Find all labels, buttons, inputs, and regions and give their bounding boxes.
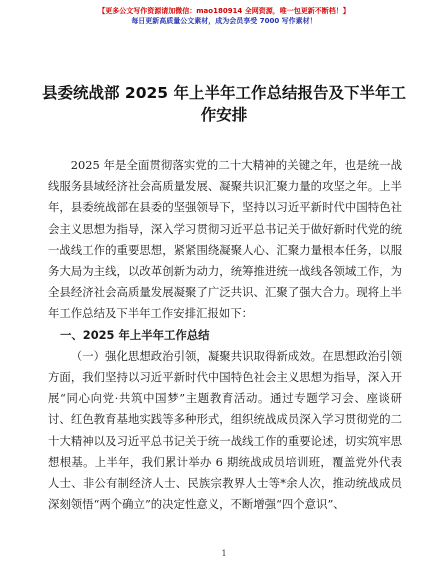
section-1-paragraph: （一）强化思想政治引领，凝聚共识取得新成效。在思想政治引领方面，我们坚持以习近平新时代中国特色社会主义思想为指导，深入开展“同心向党·共筑中国梦”主题教育活动。通过专题学习会、座谈研讨、红色教育基地实践等多种形式，组织统战成员深入学习贯彻党的二十大精神以及习近平总书记关于统一战线工作的重要论述，切实筑牢思想根基。上半年，我们累计举办 6 期统战成员培训班，覆盖党外代表人士、非公有制经济人士、民族宗教界人士等*余人次，推动统战成员深刻领悟“两个确立”的决定性意义，不断增强“四个意识”、 bbox=[48, 348, 402, 512]
section-heading-1: 一、2025 年上半年工作总结 bbox=[60, 327, 210, 342]
banner-line-2: 每日更新高质量公文素材，成为会员享受 7000 写作素材！ bbox=[131, 17, 317, 25]
intro-paragraph: 2025 年是全面贯彻落实党的二十大精神的关键之年，也是统一战线服务县域经济社会高质量发展、凝聚共识汇聚力量的攻坚之年。上半年，县委统战部在县委的坚强领导下，坚持以习近平新时代中国特色社会主义思想为指导，深入学习贯彻习近平总书记关于做好新时代党的统一战线工作的重要思想，紧紧围绕凝聚人心、汇聚力量根本任务，以服务大局为主线，以改革创新为动力，统筹推进统一战线各领域工作，为全县经济社会高质量发展凝聚了广泛共识、汇聚了强大合力。现将上半年工作总结及下半年工作安排汇报如下： bbox=[48, 158, 402, 321]
document-body bbox=[48, 155, 402, 515]
header-banner bbox=[0, 6, 448, 26]
banner-line-1: 【更多公文写作资源请加微信：mao180914 全网资源，唯一包更新不断档！】 bbox=[98, 7, 350, 15]
document-title: 县委统战部 2025 年上半年工作总结报告及下半年工作安排 bbox=[42, 84, 406, 124]
page-number: 1 bbox=[221, 549, 227, 558]
